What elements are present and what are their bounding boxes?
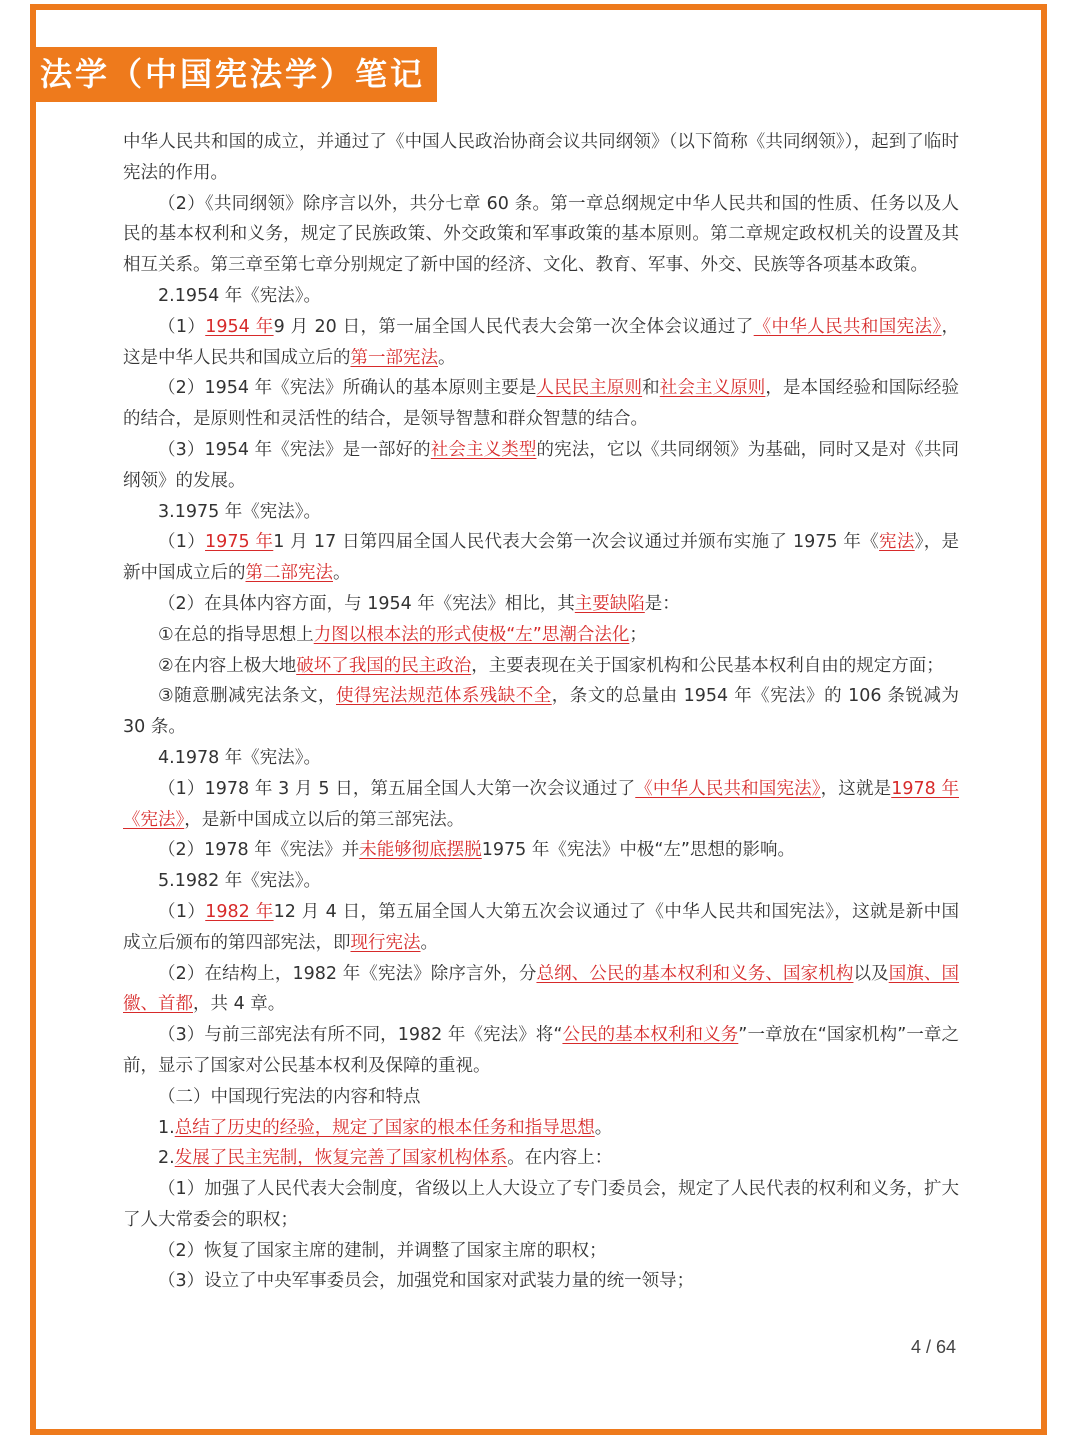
highlight: 总纲、公民的基本权利和义务、国家机构 (536, 963, 854, 984)
paragraph: （2）《共同纲领》除序言以外，共分七章 60 条。第一章总纲规定中华人民共和国的性质、任务以及人民的基本权利和义务，规定了民族政策、外交政策和军事政策的基本原则。第二章规定政权机关的设置及其相互关系。第三章至第七章分别规定了新中国的经济、文化、教育、军事、外交、民族等各项基本政策。 (123, 193, 959, 276)
paragraph: （2）在结构上，1982 年《宪法》除序言外，分总纲、公民的基本权利和义务、国家机构以及国旗、国徽、首都，共 4 章。 (123, 963, 960, 1015)
section-heading: 3.1975 年《宪法》。 (158, 501, 322, 522)
section-heading: （二）中国现行宪法的内容和特点 (158, 1086, 421, 1107)
highlight: 1954 年 (205, 316, 274, 337)
highlight: 总结了历史的经验，规定了国家的根本任务和指导思想 (174, 1117, 595, 1138)
paragraph: （3）设立了中央军事委员会，加强党和国家对武装力量的统一领导； (158, 1271, 695, 1292)
paragraph: （1）1982 年12 月 4 日，第五届全国人大第五次会议通过了《中华人民共和国宪法》，这就是新中国成立后颁布的第四部宪法，即现行宪法。 (123, 901, 959, 953)
paragraph: （3）与前三部宪法有所不同，1982 年《宪法》将“公民的基本权利和义务”一章放在“国家机构”一章之前，显示了国家对公民基本权利及保障的重视。 (123, 1025, 960, 1076)
paragraph: （1）加强了人民代表大会制度，省级以上人大设立了专门委员会，规定了人民代表的权利和义务，扩大了人大常委会的职权； (123, 1179, 959, 1230)
highlight: 使得宪法规范体系残缺不全 (335, 686, 552, 707)
paragraph: ①在总的指导思想上力图以根本法的形式使极“左”思潮合法化； (158, 624, 647, 645)
highlight: 现行宪法 (350, 932, 421, 953)
highlight: 国旗、国徽、首都 (123, 963, 960, 1015)
paragraph: ③随意删减宪法条文，使得宪法规范体系残缺不全，条文的总量由 1954 年《宪法》的 106 条锐减为 30 条。 (123, 686, 959, 738)
highlight: 1982 年 (205, 901, 274, 922)
paragraph: （1）1975 年1 月 17 日第四届全国人民代表大会第一次会议通过并颁布实施了 1975 年《宪法》，是新中国成立后的第二部宪法。 (123, 532, 960, 584)
highlight: 发展了民主宪制，恢复完善了国家机构体系 (174, 1148, 508, 1169)
notes-body (123, 127, 959, 1297)
highlight: 未能够彻底摆脱 (359, 840, 482, 861)
highlight: 第一部宪法 (350, 347, 438, 368)
section-heading: 2.1954 年《宪法》。 (158, 285, 322, 306)
highlight: 宪法 (879, 532, 915, 553)
paragraph: （2）1978 年《宪法》并未能够彻底摆脱1975 年《宪法》中极“左”思想的影响。 (158, 840, 795, 861)
page-number: 4 / 64 (910, 1337, 956, 1357)
paragraph: ②在内容上极大地破坏了我国的民主政治，主要表现在关于国家机构和公民基本权利自由的规定方面； (158, 655, 944, 676)
paragraph: 2.发展了民主宪制，恢复完善了国家机构体系。在内容上： (158, 1148, 613, 1169)
highlight: 公民的基本权利和义务 (562, 1025, 739, 1046)
paragraph: （1）1954 年9 月 20 日，第一届全国人民代表大会第一次全体会议通过了《中华人民共和国宪法》，这是中华人民共和国成立后的第一部宪法。 (123, 316, 959, 368)
highlight: 社会主义原则 (659, 378, 766, 399)
highlight: 1975 年 (205, 532, 274, 553)
highlight: 人民民主原则 (536, 378, 643, 399)
highlight: 《中华人民共和国宪法》 (635, 778, 821, 799)
highlight: 1978 年《宪法》 (123, 778, 959, 830)
highlight: 主要缺陷 (574, 593, 645, 614)
paragraph: （3）1954 年《宪法》是一部好的社会主义类型的宪法，它以《共同纲领》为基础，同时又是对《共同纲领》的发展。 (123, 439, 960, 491)
paragraph: （2）1954 年《宪法》所确认的基本原则主要是人民民主原则和社会主义原则，是本国经验和国际经验的结合，是原则性和灵活性的结合，是领导智慧和群众智慧的结合。 (123, 378, 960, 430)
section-heading: 5.1982 年《宪法》。 (158, 871, 322, 892)
highlight: 《中华人民共和国宪法》 (753, 316, 942, 337)
paragraph: （1）1978 年 3 月 5 日，第五届全国人大第一次会议通过了《中华人民共和国宪法》，这就是1978 年《宪法》，是新中国成立以后的第三部宪法。 (123, 778, 959, 830)
highlight: 第二部宪法 (245, 563, 333, 584)
highlight: 社会主义类型 (430, 439, 537, 460)
paragraph: （2）恢复了国家主席的建制，并调整了国家主席的职权； (158, 1240, 607, 1261)
paragraph: （2）在具体内容方面，与 1954 年《宪法》相比，其主要缺陷是： (158, 593, 680, 614)
page-title: 法学（中国宪法学）笔记 (30, 47, 437, 102)
section-heading: 4.1978 年《宪法》。 (158, 747, 322, 768)
paragraph: 中华人民共和国的成立，并通过了《中国人民政治协商会议共同纲领》（以下简称《共同纲领》），起到了临时宪法的作用。 (123, 132, 959, 183)
highlight: 破坏了我国的民主政治 (296, 655, 472, 676)
highlight: 力图以根本法的形式使极“左”思潮合法化 (313, 624, 630, 645)
paragraph: 1.总结了历史的经验，规定了国家的根本任务和指导思想。 (158, 1117, 613, 1138)
